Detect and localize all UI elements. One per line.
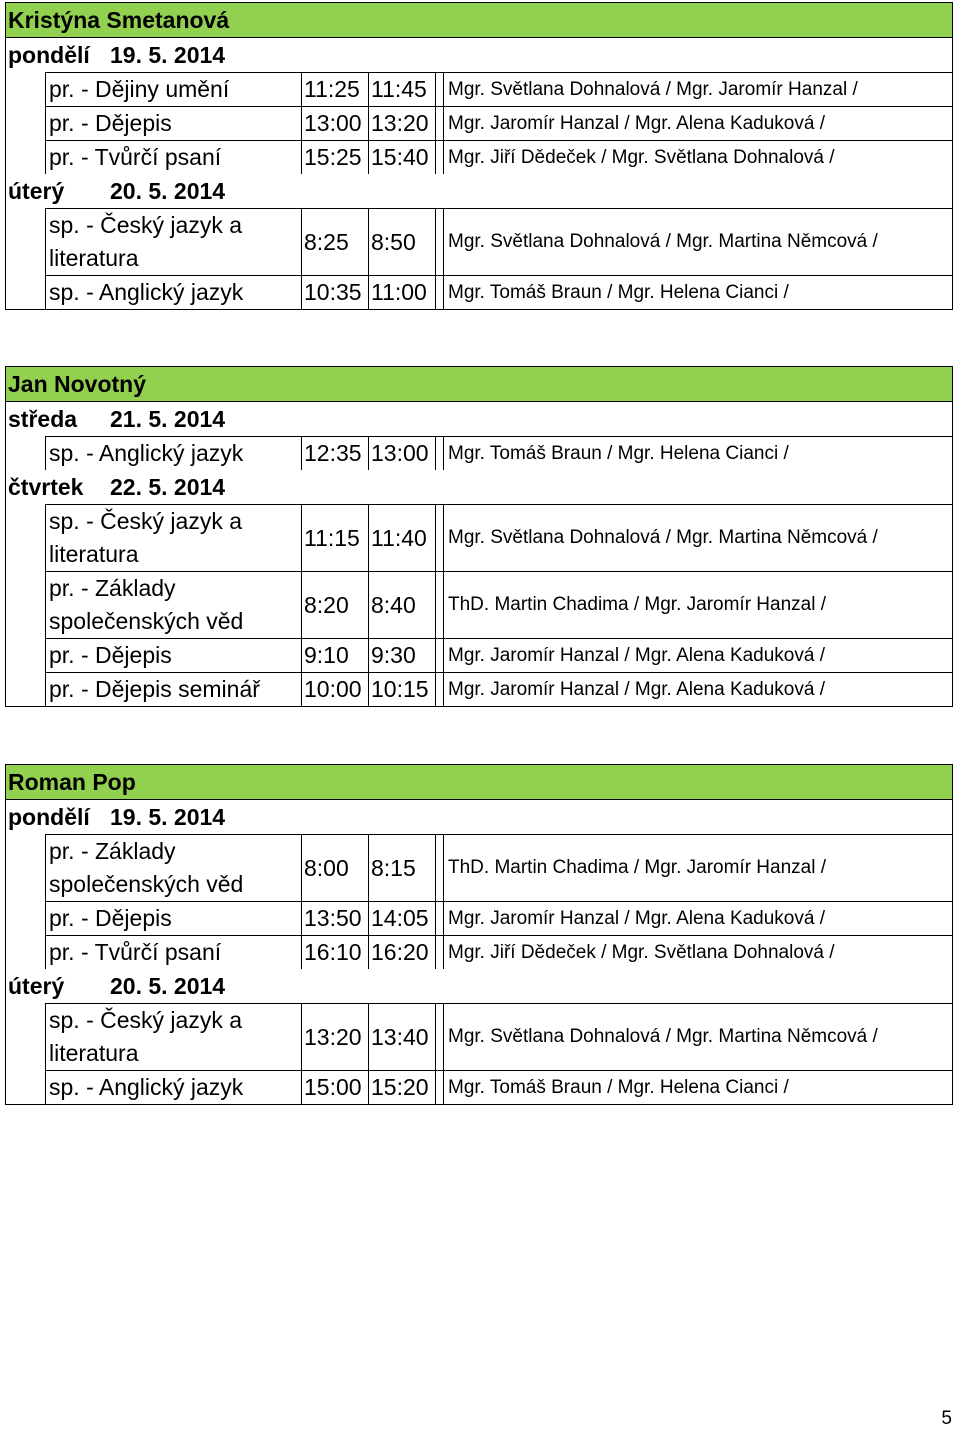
start-time: 10:00 xyxy=(301,672,368,706)
table-row xyxy=(6,935,952,969)
teachers: Mgr. Tomáš Braun / Mgr. Helena Cianci / xyxy=(444,275,952,309)
subject: pr. - Tvůrčí psaní xyxy=(45,140,301,174)
table-row xyxy=(6,106,952,140)
day-date: 22. 5. 2014 xyxy=(110,474,226,500)
table-row xyxy=(6,436,952,470)
day-header xyxy=(6,38,952,72)
teachers: Mgr. Tomáš Braun / Mgr. Helena Cianci / xyxy=(444,436,952,470)
page-number: 5 xyxy=(941,1408,952,1429)
table-row xyxy=(6,901,952,935)
end-time: 8:15 xyxy=(368,834,435,901)
subject: pr. - Dějiny umění xyxy=(45,72,301,106)
student-block xyxy=(5,366,953,707)
day-header xyxy=(6,174,952,208)
subject: pr. - Dějepis seminář xyxy=(45,672,301,706)
teachers: Mgr. Jaromír Hanzal / Mgr. Alena Kaduková / xyxy=(444,638,952,672)
end-time: 11:40 xyxy=(368,504,435,571)
table-row xyxy=(6,834,952,901)
day-date: 21. 5. 2014 xyxy=(110,406,226,432)
start-time: 13:20 xyxy=(301,1003,368,1070)
subject: sp. - Český jazyk a literatura xyxy=(45,208,301,275)
teachers: Mgr. Jaromír Hanzal / Mgr. Alena Kaduková / xyxy=(444,901,952,935)
day-name: středa xyxy=(8,406,78,432)
subject: pr. - Základy společenských věd xyxy=(45,834,301,901)
teachers: ThD. Martin Chadima / Mgr. Jaromír Hanzal / xyxy=(444,834,952,901)
teachers: Mgr. Světlana Dohnalová / Mgr. Jaromír Hanzal / xyxy=(444,72,952,106)
end-time: 13:20 xyxy=(368,106,435,140)
start-time: 9:10 xyxy=(301,638,368,672)
student-name: Roman Pop xyxy=(6,765,952,800)
end-time: 11:00 xyxy=(368,275,435,309)
start-time: 15:00 xyxy=(301,1070,368,1104)
day-name: úterý xyxy=(8,178,65,204)
teachers: Mgr. Jiří Dědeček / Mgr. Světlana Dohnalová / xyxy=(444,935,952,969)
subject: sp. - Anglický jazyk xyxy=(45,436,301,470)
teachers: Mgr. Světlana Dohnalová / Mgr. Martina Němcová / xyxy=(444,1003,952,1070)
student-block xyxy=(5,764,953,1105)
start-time: 16:10 xyxy=(301,935,368,969)
end-time: 15:20 xyxy=(368,1070,435,1104)
student-block xyxy=(5,2,953,310)
end-time: 14:05 xyxy=(368,901,435,935)
start-time: 15:25 xyxy=(301,140,368,174)
table-row xyxy=(6,1070,952,1104)
day-header xyxy=(6,800,952,834)
teachers: Mgr. Jiří Dědeček / Mgr. Světlana Dohnalová / xyxy=(444,140,952,174)
day-name: pondělí xyxy=(8,42,90,68)
start-time: 13:00 xyxy=(301,106,368,140)
end-time: 16:20 xyxy=(368,935,435,969)
teachers: Mgr. Světlana Dohnalová / Mgr. Martina Němcová / xyxy=(444,504,952,571)
table-row xyxy=(6,638,952,672)
table-row xyxy=(6,1003,952,1070)
start-time: 8:25 xyxy=(301,208,368,275)
end-time: 10:15 xyxy=(368,672,435,706)
teachers: Mgr. Tomáš Braun / Mgr. Helena Cianci / xyxy=(444,1070,952,1104)
table-row xyxy=(6,140,952,174)
day-date: 19. 5. 2014 xyxy=(110,42,226,68)
end-time: 15:40 xyxy=(368,140,435,174)
end-time: 11:45 xyxy=(368,72,435,106)
start-time: 8:00 xyxy=(301,834,368,901)
day-header xyxy=(6,402,952,436)
end-time: 13:00 xyxy=(368,436,435,470)
table-row xyxy=(6,72,952,106)
end-time: 9:30 xyxy=(368,638,435,672)
end-time: 13:40 xyxy=(368,1003,435,1070)
day-date: 20. 5. 2014 xyxy=(110,178,226,204)
table-row xyxy=(6,571,952,638)
day-header xyxy=(6,969,952,1003)
start-time: 11:25 xyxy=(301,72,368,106)
start-time: 11:15 xyxy=(301,504,368,571)
table-row xyxy=(6,208,952,275)
table-row xyxy=(6,504,952,571)
subject: pr. - Tvůrčí psaní xyxy=(45,935,301,969)
teachers: Mgr. Jaromír Hanzal / Mgr. Alena Kaduková / xyxy=(444,672,952,706)
day-name: úterý xyxy=(8,973,65,999)
table-row xyxy=(6,275,952,309)
subject: sp. - Český jazyk a literatura xyxy=(45,504,301,571)
subject: pr. - Dějepis xyxy=(45,106,301,140)
teachers: Mgr. Jaromír Hanzal / Mgr. Alena Kaduková / xyxy=(444,106,952,140)
day-name: čtvrtek xyxy=(8,474,84,500)
subject: pr. - Základy společenských věd xyxy=(45,571,301,638)
start-time: 10:35 xyxy=(301,275,368,309)
subject: sp. - Anglický jazyk xyxy=(45,275,301,309)
teachers: ThD. Martin Chadima / Mgr. Jaromír Hanzal / xyxy=(444,571,952,638)
start-time: 13:50 xyxy=(301,901,368,935)
day-header xyxy=(6,470,952,504)
start-time: 8:20 xyxy=(301,571,368,638)
day-date: 19. 5. 2014 xyxy=(110,804,226,830)
table-row xyxy=(6,672,952,706)
subject: sp. - Anglický jazyk xyxy=(45,1070,301,1104)
day-name: pondělí xyxy=(8,804,90,830)
subject: pr. - Dějepis xyxy=(45,901,301,935)
subject: sp. - Český jazyk a literatura xyxy=(45,1003,301,1070)
student-name: Kristýna Smetanová xyxy=(6,3,952,38)
day-date: 20. 5. 2014 xyxy=(110,973,226,999)
end-time: 8:50 xyxy=(368,208,435,275)
start-time: 12:35 xyxy=(301,436,368,470)
end-time: 8:40 xyxy=(368,571,435,638)
teachers: Mgr. Světlana Dohnalová / Mgr. Martina Němcová / xyxy=(444,208,952,275)
subject: pr. - Dějepis xyxy=(45,638,301,672)
student-name: Jan Novotný xyxy=(6,367,952,402)
